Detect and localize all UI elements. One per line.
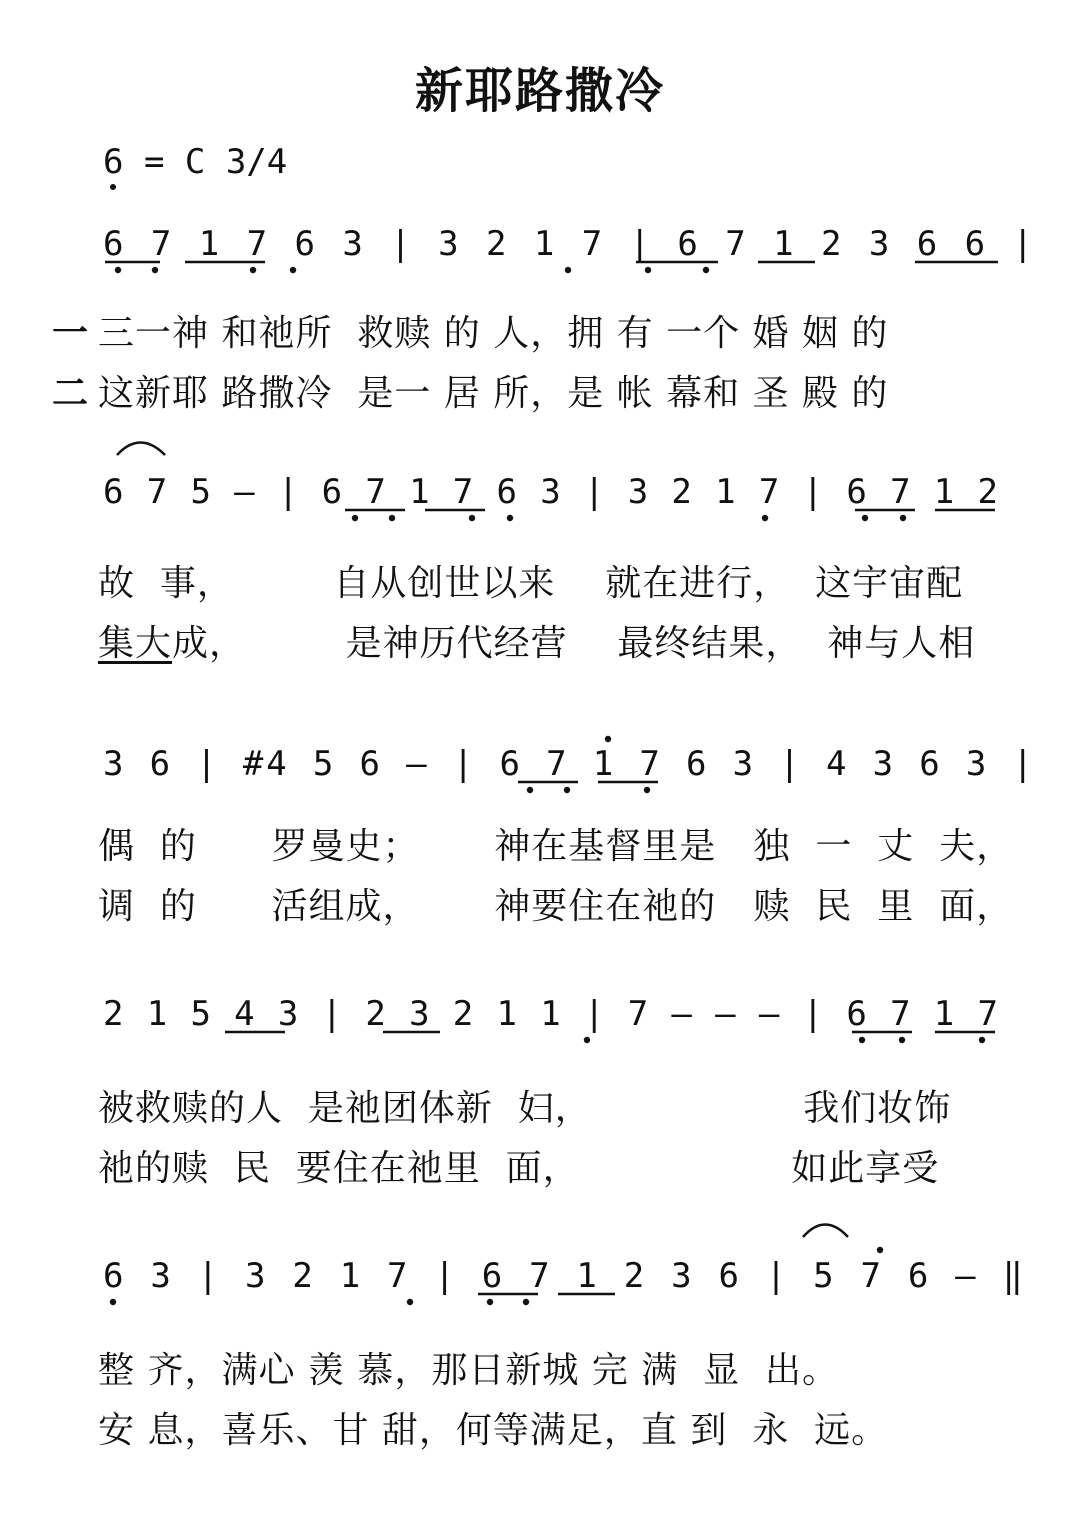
lyric-line-2-verse-2-rest: 成， 是神历代经营 最终结果， 神与人相 <box>172 623 976 664</box>
lyric-line-4-verse-1: 被救赎的人 是祂团体新 妇， 我们妆饰 <box>98 1088 952 1129</box>
lyric-line-2-verse-2 <box>98 615 975 666</box>
lyric-line-4-verse-2: 祂的赎 民 要住在祂里 面， 如此享受 <box>98 1148 940 1189</box>
key-note: 6 <box>103 142 124 182</box>
verse-number-1: 一 <box>52 313 89 354</box>
lyric-line-2-verse-1: 故 事， 自从创世以来 就在进行， 这宇宙配 <box>98 563 964 604</box>
verse-number-2: 二 <box>52 373 89 414</box>
notes-line-5: 6 3 | 3 2 1 7 | 6 7 1 2 3 6 | 5 7 6 – ‖ <box>103 1256 1023 1296</box>
song-title: 新耶路撒冷 <box>414 63 665 119</box>
lyric-line-3-verse-1: 偶 的 罗曼史； 神在基督里是 独 一 丈 夫， <box>98 826 1014 867</box>
notes-line-3: 3 6 | #4 5 6 – | 6 7 1 7 6 3 | 4 3 6 3 | <box>103 744 1033 784</box>
lyric-line-1-verse-2: 这新耶 路撒冷 是一 居 所，是 帐 幕和 圣 殿 的 <box>98 373 889 414</box>
notes-line-2: 6 7 5 – | 6 7 1 7 6 3 | 3 2 1 7 | 6 7 1 2 <box>103 472 998 512</box>
lyric-line-5-verse-2: 安 息，喜乐、甘 甜，何等满足，直 到 永 远。 <box>98 1410 889 1451</box>
notes-line-4: 2 1 5 4 3 | 2 3 2 1 1 | 7 – – – | 6 7 1 7 <box>103 994 998 1034</box>
key-rest: = C 3/4 <box>123 142 288 182</box>
lyric-line-1-verse-1: 三一神 和祂所 救赎 的 人，拥 有 一个 婚 姻 的 <box>98 313 889 354</box>
notes-line-1: 6 7 1 7 6 3 | 3 2 1 7 | 6 7 1 2 3 6 6 | <box>103 224 1033 264</box>
underlined-prefix: 集大 <box>98 623 173 664</box>
lyric-line-5-verse-1: 整 齐，满心 羡 慕，那日新城 完 满 显 出。 <box>98 1350 839 1391</box>
lyric-line-3-verse-2: 调 的 活组成， 神要住在祂的 赎 民 里 面， <box>98 886 1014 927</box>
